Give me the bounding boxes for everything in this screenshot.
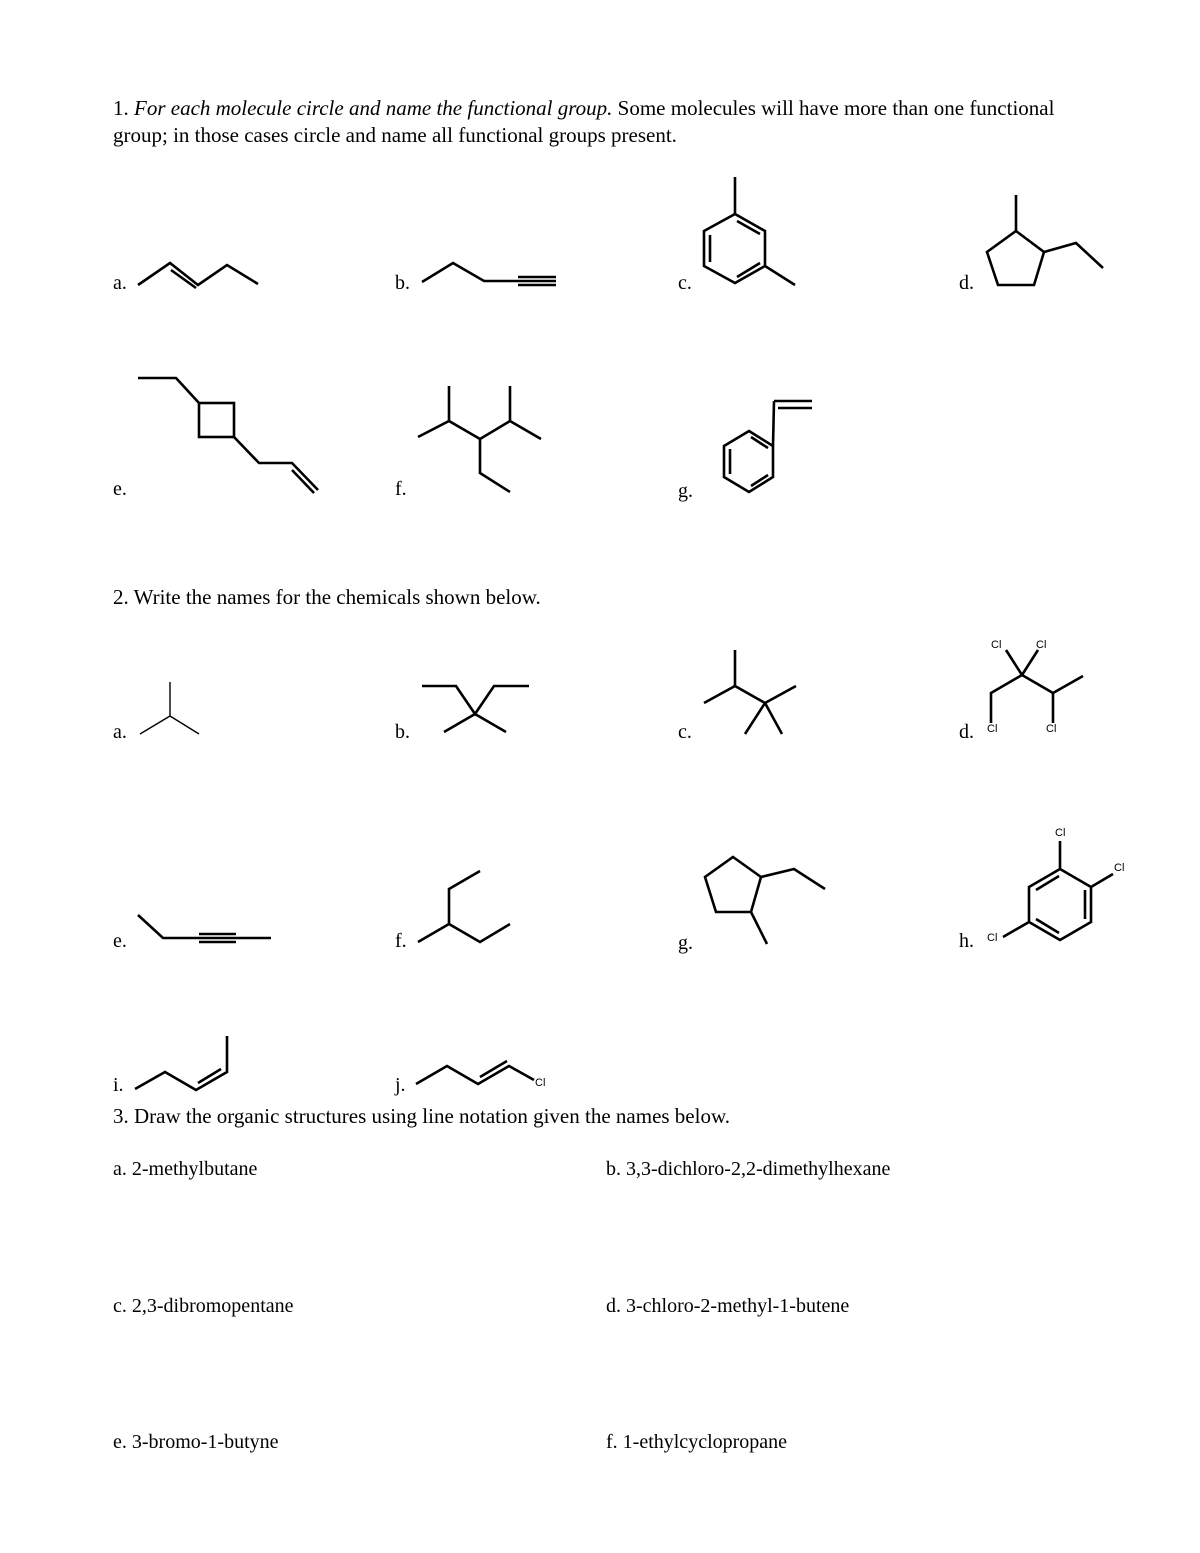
structure-name-e: e. 3-bromo-1-butyne	[113, 1431, 279, 1453]
molecule-2e	[138, 915, 271, 942]
molecule-2a	[140, 682, 199, 734]
molecule-1g	[724, 401, 812, 492]
structure-name-b: b. 3,3-dichloro-2,2-dimethylhexane	[606, 1158, 891, 1180]
q2-label-b: b.	[395, 721, 410, 743]
q2-label-f: f.	[395, 930, 407, 952]
q2-label-i: i.	[113, 1074, 124, 1096]
q1-label-f: f.	[395, 478, 407, 500]
molecule-1a	[138, 263, 258, 288]
molecule-1e	[138, 378, 318, 493]
molecule-2j	[416, 1061, 534, 1084]
q1-label-c: c.	[678, 272, 692, 294]
atom-label-cl: Cl	[1036, 639, 1047, 651]
structure-name-c: c. 2,3-dibromopentane	[113, 1295, 294, 1317]
molecule-2b	[422, 686, 529, 732]
molecule-1b	[422, 263, 556, 285]
molecule-1f	[418, 386, 541, 492]
molecule-2c	[704, 650, 796, 734]
q2-label-j: j.	[395, 1074, 406, 1096]
atom-label-cl: Cl	[991, 639, 1002, 651]
structure-name-d: d. 3-chloro-2-methyl-1-butene	[606, 1295, 850, 1317]
question-1-rest: Some molecules will have more than one functional group; in those cases circle and name all functional groups present.	[113, 96, 1055, 147]
structure-name-a: a. 2-methylbutane	[113, 1158, 258, 1180]
atom-label-cl: Cl	[535, 1077, 546, 1089]
q1-label-d: d.	[959, 272, 974, 294]
q2-label-a: a.	[113, 721, 127, 743]
q2-label-c: c.	[678, 721, 692, 743]
atom-label-cl: Cl	[987, 723, 998, 735]
molecule-2h	[1003, 841, 1113, 940]
q1-label-a: a.	[113, 272, 127, 294]
q1-label-e: e.	[113, 478, 127, 500]
molecule-2f	[418, 871, 510, 942]
q2-label-g: g.	[678, 932, 693, 954]
molecule-2g	[705, 857, 825, 944]
molecule-2i	[135, 1036, 227, 1090]
molecule-2d	[991, 650, 1083, 723]
question-1-number: 1.	[113, 96, 129, 120]
q2-label-h: h.	[959, 930, 974, 952]
molecule-1d	[987, 195, 1103, 285]
q2-label-d: d.	[959, 721, 974, 743]
q2-label-e: e.	[113, 930, 127, 952]
atom-label-cl: Cl	[1055, 827, 1066, 839]
question-3: 3. Draw the organic structures using line notation given the names below.	[113, 1104, 731, 1128]
atom-label-cl: Cl	[1046, 723, 1057, 735]
q1-label-b: b.	[395, 272, 410, 294]
q1-label-g: g.	[678, 480, 693, 502]
structure-name-f: f. 1-ethylcyclopropane	[606, 1431, 788, 1453]
question-1-instruction: For each molecule circle and name the functional group.	[134, 96, 613, 120]
atom-label-cl: Cl	[1114, 862, 1125, 874]
question-2: 2. Write the names for the chemicals shown below.	[113, 585, 541, 609]
molecule-1c	[704, 177, 795, 285]
atom-label-cl: Cl	[987, 932, 998, 944]
